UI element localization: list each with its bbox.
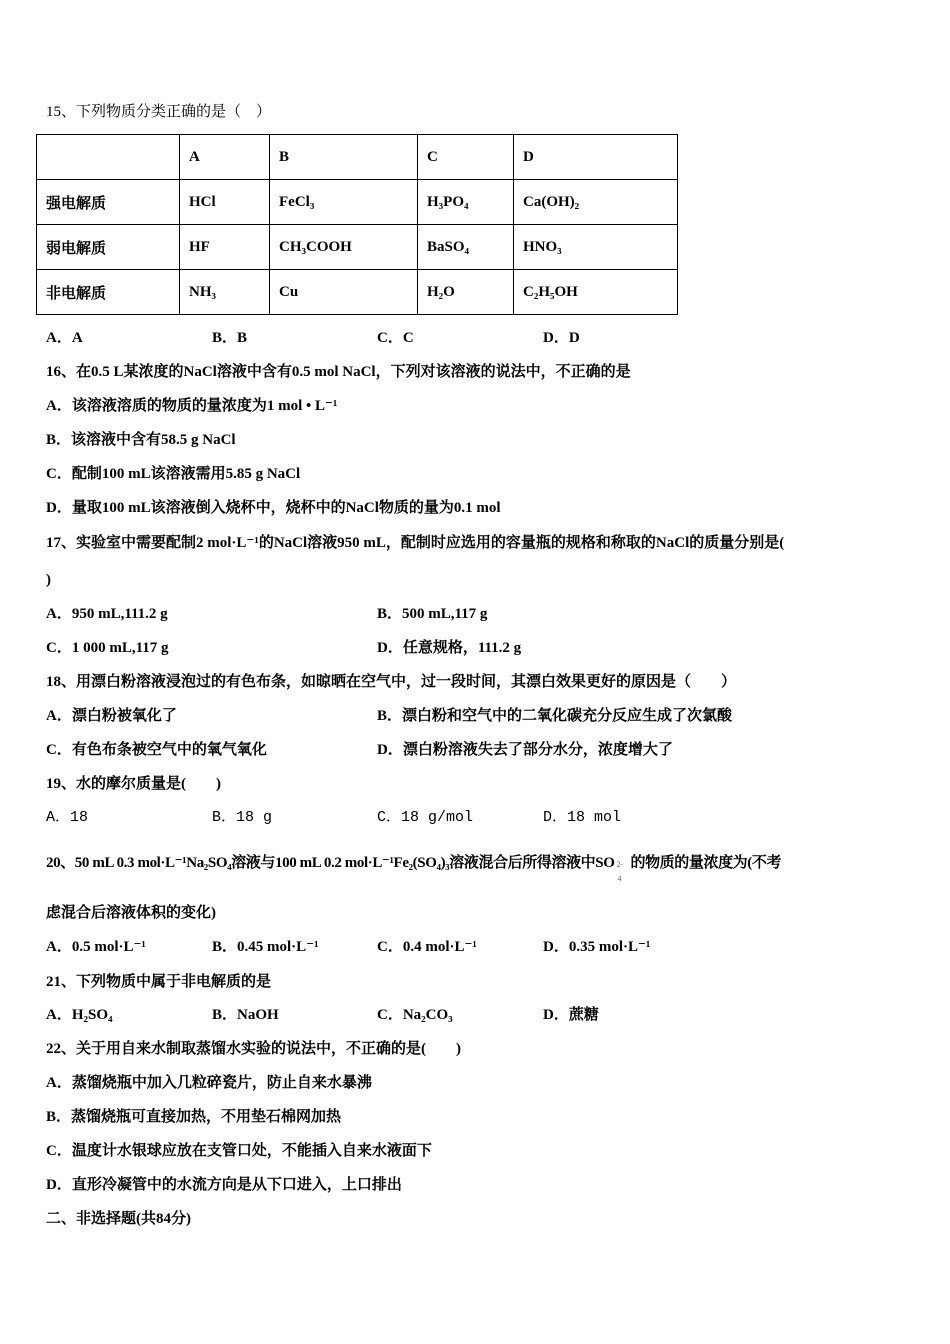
table-cell: B [270, 135, 418, 180]
option-d: D．量取100 mL该溶液倒入烧杯中，烧杯中的NaCl物质的量为0.1 mol [46, 500, 501, 516]
table-row [37, 225, 678, 270]
table-cell: CH₃COOH [270, 225, 418, 270]
table-cell: HNO₃ [514, 225, 678, 270]
option-d: D．直形冷凝管中的水流方向是从下口进入，上口排出 [46, 1177, 402, 1193]
option-a: A．A [46, 330, 83, 346]
option-b: B．漂白粉和空气中的二氧化碳充分反应生成了次氯酸 [377, 708, 733, 724]
option-a: A．18 [46, 809, 89, 826]
q20-stem [46, 853, 782, 883]
q20-stem-text: 20、50 mL 0.3 mol·L⁻¹Na₂SO₄溶液与100 mL 0.2 mol·L⁻¹Fe₂(SO₄)₃溶液混合后所得溶液中SO [46, 855, 615, 871]
option-d: D．蔗糖 [543, 1007, 599, 1023]
option-a: A．H₂SO₄ [46, 1007, 113, 1023]
option-d: D．漂白粉溶液失去了部分水分，浓度增大了 [377, 742, 673, 758]
option-c: C．配制100 mL该溶液需用5.85 g NaCl [46, 466, 301, 482]
q21-stem: 21、下列物质中属于非电解质的是 [46, 974, 272, 990]
q19-stem: 19、水的摩尔质量是( ) [46, 776, 221, 792]
option-d: D．任意规格，111.2 g [377, 640, 522, 656]
table-cell: A [180, 135, 270, 180]
option-a: A．0.5 mol·L⁻¹ [46, 939, 146, 955]
option-b: B．0.45 mol·L⁻¹ [212, 939, 319, 955]
table-cell: 非电解质 [37, 270, 180, 315]
table-cell: HF [180, 225, 270, 270]
ion-subscript: 4 [617, 874, 622, 883]
q17-stem-end: ) [46, 572, 51, 588]
table-cell: Ca(OH)₂ [514, 180, 678, 225]
table-cell [37, 135, 180, 180]
q22-stem: 22、关于用自来水制取蒸馏水实验的说法中，不正确的是( ) [46, 1041, 461, 1057]
table-row [37, 135, 678, 180]
q15-stem: 15、下列物质分类正确的是（ ） [46, 104, 272, 120]
table-row [37, 270, 678, 315]
option-b: B．蒸馏烧瓶可直接加热，不用垫石棉网加热 [46, 1109, 342, 1125]
option-d: D．0.35 mol·L⁻¹ [543, 939, 651, 955]
q15-table [36, 134, 678, 315]
option-b: B．该溶液中含有58.5 g NaCl [46, 432, 236, 448]
q16-stem: 16、在0.5 L某浓度的NaCl溶液中含有0.5 mol NaCl，下列对该溶液的说法中，不正确的是 [46, 364, 631, 380]
q18-stem: 18、用漂白粉溶液浸泡过的有色布条，如晾晒在空气中，过一段时间，其漂白效果更好的原因是（ ） [46, 674, 737, 690]
table-cell: BaSO₄ [418, 225, 514, 270]
table-cell: HCl [180, 180, 270, 225]
table-cell: D [514, 135, 678, 180]
option-c: C．Na₂CO₃ [377, 1007, 453, 1023]
option-c: C．1 000 mL,117 g [46, 640, 169, 656]
table-cell: 强电解质 [37, 180, 180, 225]
table-cell: H₃PO₄ [418, 180, 514, 225]
option-c: C．18 g/mol [377, 809, 474, 826]
option-d: D．18 mol [543, 809, 622, 826]
option-b: B．B [212, 330, 248, 346]
option-a: A．蒸馏烧瓶中加入几粒碎瓷片，防止自来水暴沸 [46, 1075, 372, 1091]
table-cell: C [418, 135, 514, 180]
table-cell: FeCl₃ [270, 180, 418, 225]
q20-stem-line2: 虑混合后溶液体积的变化) [46, 905, 216, 921]
option-d: D．D [543, 330, 580, 346]
option-c: C．温度计水银球应放在支管口处，不能插入自来水液面下 [46, 1143, 432, 1159]
option-c: C．有色布条被空气中的氧气氧化 [46, 742, 267, 758]
table-cell: 弱电解质 [37, 225, 180, 270]
table-cell: C₂H₅OH [514, 270, 678, 315]
table-cell: NH₃ [180, 270, 270, 315]
table-row [37, 180, 678, 225]
option-a: A．950 mL,111.2 g [46, 606, 168, 622]
q20-stem-tail: 的物质的量浓度为(不考 [630, 855, 782, 871]
option-a: A．该溶液溶质的物质的量浓度为1 mol • L⁻¹ [46, 398, 338, 414]
option-b: B．18 g [212, 809, 273, 826]
option-c: C．0.4 mol·L⁻¹ [377, 939, 477, 955]
table-cell: H₂O [418, 270, 514, 315]
option-c: C．C [377, 330, 414, 346]
option-a: A．漂白粉被氧化了 [46, 708, 177, 724]
table-cell: Cu [270, 270, 418, 315]
section-heading: 二、非选择题(共84分) [46, 1211, 191, 1227]
option-b: B．500 mL,117 g [377, 606, 488, 622]
q17-stem: 17、实验室中需要配制2 mol·L⁻¹的NaCl溶液950 mL，配制时应选用的容量瓶的规格和称取的NaCl的质量分别是( [46, 535, 785, 551]
option-b: B．NaOH [212, 1007, 279, 1023]
ion-charge: 2- [616, 860, 623, 869]
